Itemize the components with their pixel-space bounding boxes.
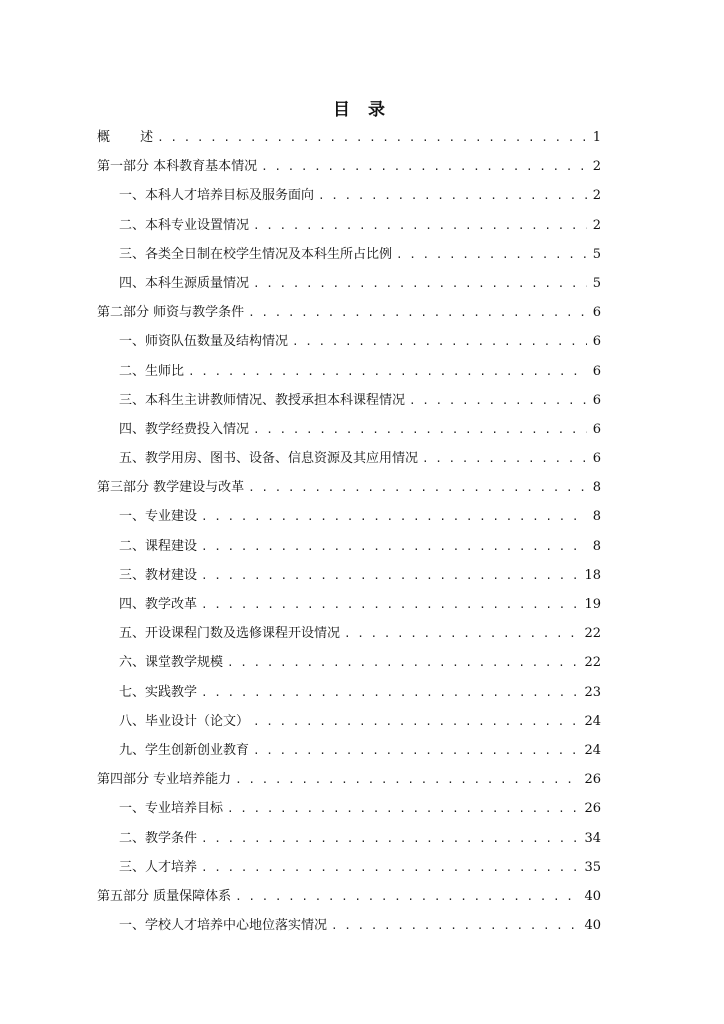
toc-section-entry[interactable] [97, 882, 601, 911]
toc-subsection-entry[interactable] [97, 415, 601, 444]
toc-dot-leader [253, 269, 587, 298]
toc-dot-leader [188, 357, 587, 386]
toc-entry-label: 第二部分 师资与教学条件 [97, 305, 245, 321]
toc-dot-leader [253, 707, 580, 736]
toc-entry-label: 第一部分 本科教育基本情况 [97, 159, 258, 175]
toc-dot-leader [253, 415, 587, 444]
toc-subsection-entry[interactable] [97, 211, 601, 240]
toc-entry-label: 八、毕业设计（论文） [119, 713, 250, 729]
toc-dot-leader [201, 853, 580, 882]
toc-entry-label: 五、教学用房、图书、设备、信息资源及其应用情况 [119, 451, 419, 467]
toc-subsection-entry[interactable] [97, 736, 601, 765]
toc-entry-label: 三、人才培养 [119, 859, 198, 875]
toc-entry-label: 三、教材建设 [119, 567, 198, 583]
toc-section-entry[interactable] [97, 473, 601, 502]
toc-dot-leader [201, 824, 580, 853]
toc-page-number: 6 [592, 451, 601, 467]
toc-subsection-entry[interactable] [97, 707, 601, 736]
toc-page-number: 2 [592, 159, 601, 175]
toc-page-number: 8 [592, 509, 601, 525]
toc-entry-label: 二、生师比 [119, 363, 185, 379]
toc-section-entry[interactable] [97, 123, 601, 152]
toc-subsection-entry[interactable] [97, 269, 601, 298]
toc-subsection-entry[interactable] [97, 386, 601, 415]
toc-dot-leader [227, 648, 580, 677]
toc-entry-label: 一、师资队伍数量及结构情况 [119, 334, 289, 350]
toc-subsection-entry[interactable] [97, 590, 601, 619]
toc-subsection-entry[interactable] [97, 561, 601, 590]
toc-entry-label: 三、各类全日制在校学生情况及本科生所占比例 [119, 246, 393, 262]
toc-subsection-entry[interactable] [97, 181, 601, 210]
toc-dot-leader [422, 444, 587, 473]
table-of-contents [97, 123, 601, 940]
toc-page-number: 26 [584, 772, 601, 788]
toc-subsection-entry[interactable] [97, 853, 601, 882]
toc-page-number: 2 [592, 217, 601, 233]
toc-entry-label: 七、实践教学 [119, 684, 198, 700]
toc-entry-label: 二、本科专业设置情况 [119, 217, 250, 233]
toc-page-number: 19 [584, 597, 601, 612]
toc-subsection-entry[interactable] [97, 357, 601, 386]
toc-dot-leader [253, 736, 580, 765]
toc-dot-leader [409, 386, 587, 415]
toc-page-number: 6 [592, 421, 601, 437]
toc-page-number: 22 [584, 626, 601, 642]
toc-dot-leader [253, 211, 587, 240]
toc-page-number: 35 [584, 859, 601, 875]
toc-entry-label: 二、课程建设 [119, 538, 198, 554]
toc-dot-leader [201, 590, 580, 619]
toc-section-entry[interactable] [97, 765, 601, 794]
toc-dot-leader [235, 882, 580, 911]
toc-page-number: 6 [592, 305, 601, 321]
toc-entry-label: 一、学校人才培养中心地位落实情况 [119, 918, 328, 934]
toc-entry-label: 四、本科生源质量情况 [119, 275, 250, 291]
toc-dot-leader [261, 152, 587, 181]
toc-subsection-entry[interactable] [97, 678, 601, 707]
toc-entry-label: 概 述 [97, 130, 154, 145]
toc-entry-label: 第四部分 专业培养能力 [97, 772, 232, 788]
toc-page-number: 5 [592, 246, 601, 262]
toc-entry-label: 一、专业建设 [119, 509, 198, 525]
toc-entry-label: 二、教学条件 [119, 830, 198, 846]
toc-subsection-entry[interactable] [97, 444, 601, 473]
toc-subsection-entry[interactable] [97, 502, 601, 531]
toc-page-number: 6 [592, 392, 601, 408]
toc-dot-leader [235, 765, 580, 794]
toc-dot-leader [227, 794, 580, 823]
toc-dot-leader [344, 619, 580, 648]
toc-entry-label: 六、课堂教学规模 [119, 655, 224, 671]
toc-page-number: 26 [584, 801, 601, 817]
toc-page-number: 8 [592, 480, 601, 496]
toc-page-number: 5 [592, 275, 601, 291]
toc-section-entry[interactable] [97, 152, 601, 181]
toc-entry-label: 九、学生创新创业教育 [119, 742, 250, 758]
toc-subsection-entry[interactable] [97, 648, 601, 677]
toc-entry-label: 第三部分 教学建设与改革 [97, 480, 245, 496]
toc-section-entry[interactable] [97, 298, 601, 327]
toc-dot-leader [248, 473, 587, 502]
page-title: 目 录 [333, 100, 391, 120]
toc-page-number: 22 [584, 655, 601, 671]
toc-page-number: 24 [584, 713, 601, 729]
toc-subsection-entry[interactable] [97, 824, 601, 853]
toc-page-number: 6 [592, 334, 601, 350]
toc-dot-leader [201, 678, 580, 707]
toc-subsection-entry[interactable] [97, 532, 601, 561]
toc-entry-label: 四、教学改革 [119, 597, 198, 612]
toc-entry-label: 一、本科人才培养目标及服务面向 [119, 188, 315, 204]
toc-page-number: 6 [592, 363, 601, 379]
toc-dot-leader [201, 502, 587, 531]
toc-entry-label: 一、专业培养目标 [119, 801, 224, 817]
toc-dot-leader [396, 240, 587, 269]
toc-entry-label: 三、本科生主讲教师情况、教授承担本科课程情况 [119, 392, 406, 408]
toc-dot-leader [318, 181, 587, 210]
toc-subsection-entry[interactable] [97, 240, 601, 269]
toc-dot-leader [331, 911, 580, 940]
toc-page-number: 40 [584, 888, 601, 904]
toc-dot-leader [201, 561, 580, 590]
toc-page-number: 2 [592, 188, 601, 204]
toc-subsection-entry[interactable] [97, 327, 601, 356]
toc-page-number: 23 [584, 684, 601, 700]
toc-dot-leader [292, 327, 587, 356]
toc-entry-label: 第五部分 质量保障体系 [97, 888, 232, 904]
toc-dot-leader [248, 298, 587, 327]
toc-page-number: 18 [584, 567, 601, 583]
toc-entry-label: 四、教学经费投入情况 [119, 421, 250, 437]
toc-dot-leader [157, 123, 587, 152]
toc-subsection-entry[interactable] [97, 619, 601, 648]
toc-page-number: 24 [584, 742, 601, 758]
toc-page-number: 8 [592, 538, 601, 554]
toc-page-number: 1 [592, 130, 601, 145]
toc-subsection-entry[interactable] [97, 911, 601, 940]
toc-entry-label: 五、开设课程门数及选修课程开设情况 [119, 626, 341, 642]
toc-page-number: 34 [584, 830, 601, 846]
toc-subsection-entry[interactable] [97, 794, 601, 823]
toc-page-number: 40 [584, 918, 601, 934]
toc-dot-leader [201, 532, 587, 561]
